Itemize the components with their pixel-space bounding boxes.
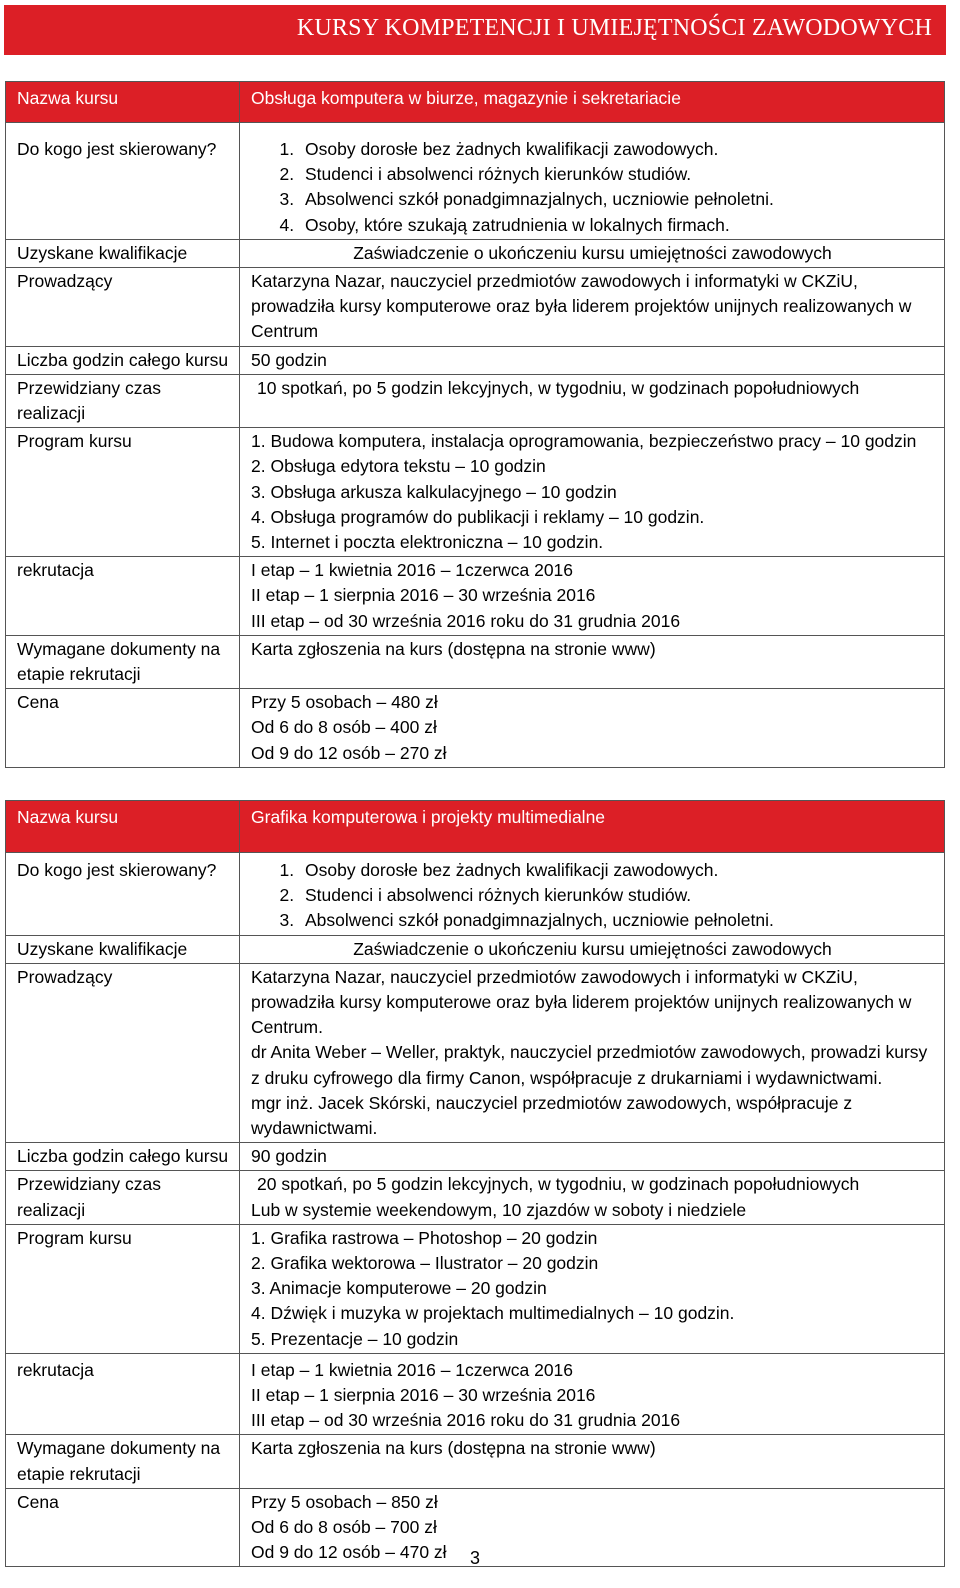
documents-label: Wymagane dokumenty na etapie rekrutacji [6, 1435, 240, 1488]
duration-line: 20 spotkań, po 5 godzin lekcyjnych, w tygodniu, w godzinach popołudniowych [257, 1174, 860, 1195]
audience-label: Do kogo jest skierowany? [6, 123, 240, 240]
course-name-row [6, 82, 945, 123]
recruitment-cell [240, 557, 945, 636]
recruitment-label: rekrutacja [6, 557, 240, 636]
program-item: 2. Grafika wektorowa – Ilustrator – 20 godzin [251, 1253, 599, 1274]
documents-value: Karta zgłoszenia na kurs (dostępna na stronie www) [240, 635, 945, 688]
price-line: Od 9 do 12 osób – 270 zł [251, 742, 447, 763]
recruitment-stage: I etap – 1 kwietnia 2016 – 1czerwca 2016 [251, 1359, 574, 1380]
duration-row [6, 1171, 945, 1224]
qualification-label: Uzyskane kwalifikacje [6, 239, 240, 267]
hours-row [6, 1143, 945, 1171]
instructor-label: Prowadzący [6, 268, 240, 347]
course-name: Grafika komputerowa i projekty multimedialne [240, 801, 945, 853]
audience-item: 1. Osoby dorosłe bez żadnych kwalifikacji zawodowych. [299, 858, 934, 883]
qualification-row [6, 935, 945, 963]
program-cell [240, 428, 945, 557]
recruitment-label: rekrutacja [6, 1353, 240, 1435]
price-line: Od 9 do 12 osób – 470 zł [251, 1542, 447, 1563]
course-name-label: Nazwa kursu [6, 801, 240, 853]
documents-value: Karta zgłoszenia na kurs (dostępna na stronie www) [240, 1435, 945, 1488]
program-item: 4. Obsługa programów do publikacji i reklamy – 10 godzin. [251, 506, 705, 527]
documents-row [6, 635, 945, 688]
program-item: 2. Obsługa edytora tekstu – 10 godzin [251, 456, 546, 477]
price-label: Cena [6, 1488, 240, 1567]
recruitment-stage: II etap – 1 sierpnia 2016 – 30 września 2016 [251, 585, 596, 606]
price-line: Przy 5 osobach – 850 zł [251, 1491, 438, 1512]
recruitment-stage: III etap – od 30 września 2016 roku do 31 grudnia 2016 [251, 1410, 681, 1431]
audience-item: 4. Osoby, które szukają zatrudnienia w lokalnych firmach. [299, 213, 934, 238]
price-label: Cena [6, 689, 240, 768]
recruitment-stage: I etap – 1 kwietnia 2016 – 1czerwca 2016 [251, 560, 574, 581]
recruitment-stage: III etap – od 30 września 2016 roku do 31 grudnia 2016 [251, 610, 681, 631]
program-item: 1. Budowa komputera, instalacja oprogramowania, bezpieczeństwo pracy – 10 godzin [251, 431, 917, 452]
course-name: Obsługa komputera w biurze, magazynie i sekretariacie [240, 82, 945, 123]
audience-item: 3. Absolwenci szkół ponadgimnazjalnych, uczniowie pełnoletni. [299, 908, 934, 933]
instructor-cell [240, 268, 945, 347]
instructor-entry: Katarzyna Nazar, nauczyciel przedmiotów zawodowych i informatyki w CKZiU, prowadziła kursy komputerowe oraz była liderem projektów unijnych realizowanych w Centrum. [251, 966, 912, 1038]
page-number: 3 [469, 1548, 480, 1568]
recruitment-row [6, 1353, 945, 1435]
audience-cell [240, 123, 945, 240]
price-line: Od 6 do 8 osób – 700 zł [251, 1517, 437, 1538]
instructor-entry: dr Anita Weber – Weller, praktyk, nauczyciel przedmiotów zawodowych, prowadzi kursy z druku cyfrowego dla firmy Canon, współpracuje z drukarniami i wydawnictwami. [251, 1042, 928, 1088]
audience-row [6, 123, 945, 240]
audience-cell [240, 853, 945, 936]
price-row [6, 689, 945, 768]
duration-row [6, 374, 945, 427]
program-item: 1. Grafika rastrowa – Photoshop – 20 godzin [251, 1227, 598, 1248]
hours-label: Liczba godzin całego kursu [6, 1143, 240, 1171]
duration-label: Przewidziany czas realizacji [6, 1171, 240, 1224]
instructor-entry: Katarzyna Nazar, nauczyciel przedmiotów zawodowych i informatyki w CKZiU, prowadziła kursy komputerowe oraz była liderem projektów unijnych realizowanych w Centrum [251, 271, 912, 342]
audience-label: Do kogo jest skierowany? [6, 853, 240, 936]
page-title: KURSY KOMPETENCJI I UMIEJĘTNOŚCI ZAWODOWYCH [296, 15, 932, 41]
price-line: Od 6 do 8 osób – 400 zł [251, 717, 437, 738]
program-item: 5. Internet i poczta elektroniczna – 10 godzin. [251, 532, 604, 553]
program-cell [240, 1224, 945, 1353]
audience-list [251, 858, 934, 934]
price-line: Przy 5 osobach – 480 zł [251, 692, 438, 713]
documents-label: Wymagane dokumenty na etapie rekrutacji [6, 635, 240, 688]
recruitment-row [6, 557, 945, 636]
hours-value: 50 godzin [240, 346, 945, 374]
recruitment-stage: II etap – 1 sierpnia 2016 – 30 września 2016 [251, 1385, 596, 1406]
duration-line: Lub w systemie weekendowym, 10 zjazdów w soboty i niedziele [251, 1199, 747, 1220]
qualification-row [6, 239, 945, 267]
audience-item: 3. Absolwenci szkół ponadgimnazjalnych, uczniowie pełnoletni. [299, 187, 934, 212]
program-label: Program kursu [6, 428, 240, 557]
program-row [6, 1224, 945, 1353]
qualification-value: Zaświadczenie o ukończeniu kursu umiejętności zawodowych [240, 239, 945, 267]
program-item: 3. Obsługa arkusza kalkulacyjnego – 10 godzin [251, 481, 617, 502]
program-item: 4. Dźwięk i muzyka w projektach multimedialnych – 10 godzin. [251, 1303, 735, 1324]
course-table-2 [5, 800, 945, 1567]
hours-label: Liczba godzin całego kursu [6, 346, 240, 374]
price-cell [240, 689, 945, 768]
hours-value: 90 godzin [240, 1143, 945, 1171]
program-item: 5. Prezentacje – 10 godzin [251, 1328, 459, 1349]
duration-line: 10 spotkań, po 5 godzin lekcyjnych, w tygodniu, w godzinach popołudniowych [257, 377, 860, 398]
program-item: 3. Animacje komputerowe – 20 godzin [251, 1278, 547, 1299]
instructor-row [6, 268, 945, 347]
qualification-label: Uzyskane kwalifikacje [6, 935, 240, 963]
course-table-1 [5, 81, 945, 768]
audience-list [251, 137, 934, 238]
program-row [6, 428, 945, 557]
instructor-entry: mgr inż. Jacek Skórski, nauczyciel przedmiotów zawodowych, współpracuje z wydawnictwami. [251, 1092, 853, 1139]
documents-row [6, 1435, 945, 1488]
instructor-label: Prowadzący [6, 963, 240, 1142]
audience-item: 2. Studenci i absolwenci różnych kierunków studiów. [299, 162, 934, 187]
duration-cell [240, 374, 945, 427]
hours-row [6, 346, 945, 374]
instructor-row [6, 963, 945, 1142]
recruitment-cell [240, 1353, 945, 1435]
audience-item: 1. Osoby dorosłe bez żadnych kwalifikacji zawodowych. [299, 137, 934, 162]
course-name-label: Nazwa kursu [6, 82, 240, 123]
audience-item: 2. Studenci i absolwenci różnych kierunków studiów. [299, 883, 934, 908]
duration-label: Przewidziany czas realizacji [6, 374, 240, 427]
qualification-value: Zaświadczenie o ukończeniu kursu umiejętności zawodowych [240, 935, 945, 963]
duration-cell [240, 1171, 945, 1224]
audience-row [6, 853, 945, 936]
course-name-row [6, 801, 945, 853]
instructor-cell [240, 963, 945, 1142]
header-banner [4, 5, 946, 55]
program-label: Program kursu [6, 1224, 240, 1353]
